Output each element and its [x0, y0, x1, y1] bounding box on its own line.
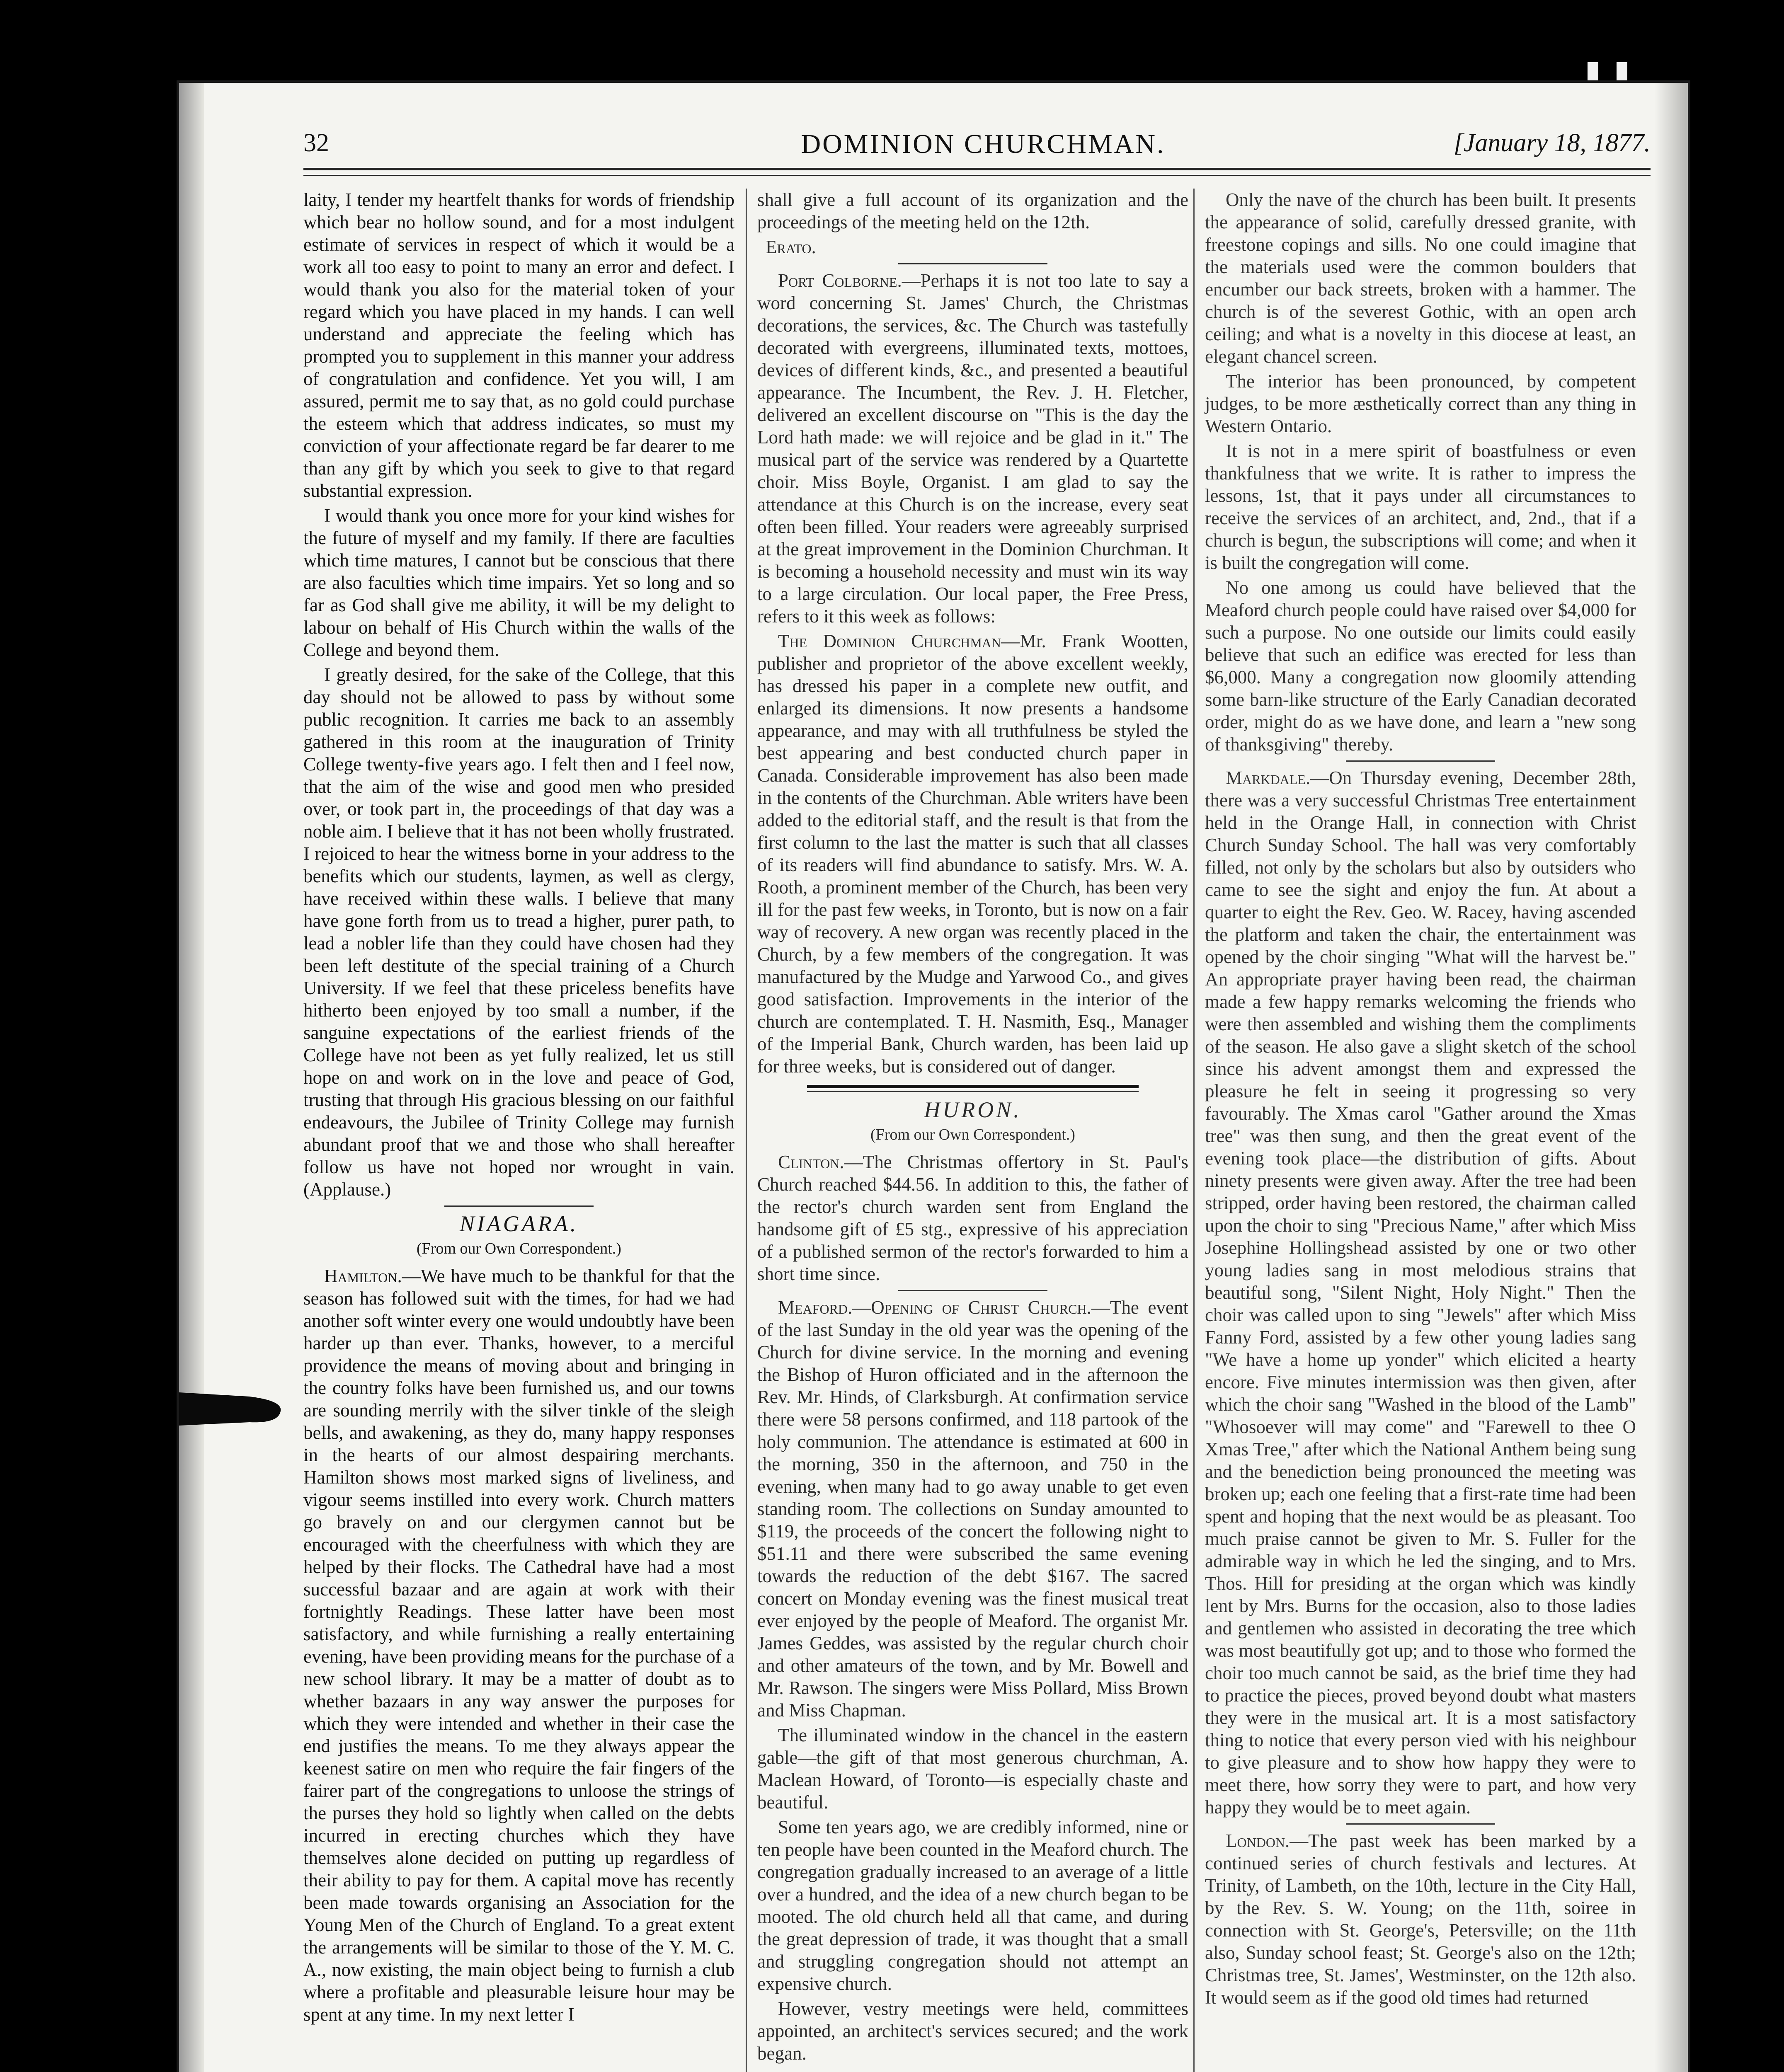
- article-paragraph: [757, 269, 1188, 627]
- article-text: —The past week has been marked by a continued series of church festivals and lectures. At Trinity, of Lambeth, on the 10th, lecture in the City Hall, by the Rev. S. W. Young; on the 11th, soiree in connection with St. George's, Petersville; on the 11th also, Sunday school feast; St. George's also on the 12th; Christmas tree, St. James', Westminster, on the 12th also. It would seem as if the good old times had returned: [1205, 1830, 1636, 2008]
- article-paragraph: laity, I tender my heartfelt thanks for words of friendship which bear no hollow sound, and for a most indulgent estimate of services in respect of which it would be a work all too easy to point to many an error and defect. I would thank you also for the material token of your regard which you have placed in my hands. I can well understand and appreciate the feeling which has prompted you to supplement in this manner your address of congratulation and confidence. Yet you will, I am assured, permit me to say that, as no gold could purchase the esteem which that address indicates, so must my conviction of your affectionate regard be far dearer to me than any gift by which you seek to give to that regard substantial expression.: [303, 189, 734, 501]
- section-divider: [1346, 760, 1495, 762]
- article-text: —The Christmas offertory in St. Paul's Church reached $44.56. In addition to this, the father of the rector's church warden sent from England the handsome gift of £5 stg., expressive of his appreciation of a published sermon of the rector's forwarded to him a short time since.: [757, 1152, 1188, 1284]
- pointer-shadow-icon: [179, 1384, 291, 1434]
- article-paragraph: [303, 1265, 734, 2026]
- article-paragraph: However, vestry meetings were held, committees appointed, an architect's services secured; and the work began.: [757, 1998, 1188, 2064]
- quoted-heading: The Dominion Churchman: [778, 631, 1001, 651]
- column-3: [1205, 189, 1636, 2011]
- section-divider: [444, 1205, 594, 1207]
- section-divider: [898, 263, 1047, 264]
- article-paragraph: [1205, 1830, 1636, 2009]
- dateline: Meaford.—Opening of Christ Church.: [778, 1297, 1091, 1318]
- column-divider: [746, 189, 747, 2072]
- correspondent-signature: Erato.: [766, 237, 816, 257]
- article-text: —Mr. Frank Wootten, publisher and proprietor of the above excellent weekly, has dressed his paper in a complete new outfit, and enlarged its dimensions. It now presents a handsome appearance, and may with all truthfulness be styled the best appearing and best conducted church paper in Canada. Considerable improvement has also been made in the contents of the Churchman. Able writers have been added to the editorial staff, and the result is that from the first column to the last the matter is such that all classes of its readers will find abundance to satisfy. Mrs. W. A. Rooth, a prominent member of the Church, has been very ill for the past few weeks, in Toronto, but is now on a fair way of recovery. A new organ was recently placed in the Church, by a few members of the congregation. It was manufactured by the Mudge and Yarwood Co., and gives good satisfaction. Improvements in the interior of the church are contemplated. T. H. Nasmith, Esq., Manager of the Imperial Bank, Church warden, has been laid up for three weeks, but is considered out of danger.: [757, 631, 1188, 1077]
- section-divider: [1346, 1823, 1495, 1825]
- section-byline: (From our Own Correspondent.): [417, 1240, 621, 1257]
- masthead-title: DOMINION CHURCHMAN.: [801, 129, 1166, 159]
- issue-date: [January 18, 1877.: [1453, 129, 1651, 157]
- dateline: London.: [1226, 1830, 1290, 1851]
- article-paragraph: The interior has been pronounced, by competent judges, to be more æsthetically correct than any thing in Western Ontario.: [1205, 371, 1636, 436]
- section-heading-huron: HURON.: [924, 1097, 1022, 1122]
- section-divider: [898, 1290, 1047, 1291]
- article-paragraph: [757, 1151, 1188, 1285]
- article-paragraph: [757, 630, 1188, 1077]
- column-1: [303, 189, 734, 2028]
- column-divider: [1193, 189, 1195, 2072]
- article-paragraph: Only the nave of the church has been built. It presents the appearance of solid, carefully dressed granite, with freestone copings and sills. No one could imagine that the materials used were the common boulders that encumber our back streets, broken with a hammer. The church is of the severest Gothic, with an open arch ceiling; and what is a novelty in this diocese at least, an elegant chancel screen.: [1205, 189, 1636, 367]
- article-text: —We have much to be thankful for that the season has followed suit with the times, for had we had another soft winter every one would undoubtly have been harder up than ever. Thanks, however, to a merciful providence the means of moving about and bringing in the country folks have been furnished us, and our towns are sounding merrily with the silver tinkle of the sleigh bells, and awakening, as they do, many happy responses in the hearts of our almost despairing merchants. Hamilton shows most marked signs of liveliness, and vigour seems instilled into every work. Church matters go bravely on and our clergymen cannot but be encouraged with the cheerfulness with which they are helped by their flocks. The Cathedral have had a most successful bazaar and are again at work with their fortnightly Readings. These latter have been most satisfactory, and while furnishing a really entertaining evening, have been providing means for the purchase of a new school library. It may be a matter of doubt as to whether bazaars in any way answer the purposes for which they were intended and whether in their case the end justifies the means. To me they always appear the keenest satire on men who require the fair fingers of the fairer part of the congregations to unloose the strings of the purses they hold so lightly when called on the debts incurred in erecting churches which they have themselves alone decided on putting up regardless of their ability to pay for them. A capital move has recently been made towards organising an Association for the Young Men of the Church of England. To a great extent the arrangements will be similar to those of the Y. M. C. A., now existing, the main object being to furnish a club where a profitable and pleasurable leisure hour may be spent at any time. In my next letter I: [303, 1266, 734, 2025]
- article-paragraph: shall give a full account of its organization and the proceedings of the meeting held on the 12th.: [757, 189, 1188, 232]
- article-paragraph: I greatly desired, for the sake of the College, that this day should not be allowed to pass by without some public recognition. It carries me back to an assembly gathered in this room at the inauguration of Trinity College twenty-five years ago. I felt then and I feel now, that the aim of the wise and good men who presided over, or took part in, the proceedings of that day was a noble aim. I believe that it has not been wholly frustrated. I rejoiced to hear the witness borne in your address to the benefits which our students, laymen, as well as clergy, have received within these walls. I believe that many have gone forth from us to tread a higher, purer path, to lead a nobler life than they could have chosen had they been left destitute of the special training of a Church University. If we feel that these priceless benefits have hitherto been enjoyed by too small a number, if the sanguine expectations of the earliest friends of the College have not been as yet fully realized, let us still hope on and work on in the love and peace of God, trusting that through His gracious blessing on our faithful endeavours, the Jubilee of Trinity College may furnish abundant proof that we and those who shall hereafter follow us have not hoped nor wrought in vain. (Applause.): [303, 664, 734, 1200]
- article-text: —The event of the last Sunday in the old year was the opening of the Church for divine service. In the morning and evening the Bishop of Huron officiated and in the afternoon the Rev. Mr. Hinds, of Clarksburgh. At confirmation service there were 58 persons confirmed, and 118 partook of the holy communion. The attendance is estimated at 600 in the morning, 350 in the afternoon, and 750 in the evening, when many had to go away unable to get even standing room. The collections on Sunday amounted to $119, the proceeds of the concert the following night to $51.11 and there were subscribed the same evening towards the reduction of the debt $167. The sacred concert on Monday evening was the finest musical treat ever enjoyed by the people of Meaford. The organist Mr. James Geddes, was assisted by the regular church choir and other amateurs of the town, and by Mr. Bowell and Mr. Rawson. The singers were Miss Pollard, Miss Brown and Miss Chapman.: [757, 1297, 1188, 1721]
- section-byline: (From our Own Correspondent.): [870, 1126, 1075, 1143]
- running-header: [303, 128, 1663, 166]
- dateline: Port Colborne.: [778, 270, 902, 291]
- article-paragraph: The illuminated window in the chancel in the eastern gable—the gift of that most generous churchman, A. Maclean Howard, of Toronto—is especially chaste and beautiful.: [757, 1725, 1188, 1813]
- dateline: Markdale.: [1226, 767, 1311, 788]
- article-paragraph: It is not in a mere spirit of boastfulness or even thankfulness that we write. It is rather to impress the lessons, 1st, that it pays under all circumstances to receive the services of an architect, and, 2nd., that if a church is begun, the subscriptions will come; and when it is built the congregation will come.: [1205, 441, 1636, 573]
- page-binding-edge: [179, 83, 204, 2072]
- column-2: [757, 189, 1188, 2067]
- dateline: Hamilton.: [324, 1266, 402, 1286]
- article-text: —Perhaps it is not too late to say a word concerning St. James' Church, the Christmas decorations, the services, &c. The Church was tastefully decorated with evergreens, illuminated texts, mottoes, devices of different kinds, &c., and presented a beautiful appearance. The Incumbent, the Rev. J. H. Fletcher, delivered an excellent discourse on "This is the day the Lord hath made: we will rejoice and be glad in it." The musical part of the service was rendered by a Quartette choir. Miss Boyle, Organist. I am glad to say the attendance at this Church is on the increase, every seat often been filled. Your readers were agreeably surprised at the great improvement in the Dominion Churchman. It is becoming a household necessity and must win its way to a large circulation. Our local paper, the Free Press, refers to it this week as follows:: [757, 270, 1188, 627]
- article-paragraph: Some ten years ago, we are credibly informed, nine or ten people have been counted in the Meaford church. The congregation gradually increased to an average of a little over a hundred, and the idea of a new church began to be mooted. The old church held all that came, and during the great depression of trade, it was thought that a small and struggling congregation should not attempt an expensive church.: [757, 1817, 1188, 1994]
- page-number: 32: [303, 129, 329, 157]
- section-rule-thick: [807, 1085, 1139, 1088]
- header-rule-thin: [303, 175, 1651, 176]
- article-paragraph: [1205, 767, 1636, 1818]
- dateline: Clinton.: [778, 1152, 844, 1172]
- article-paragraph: [757, 1296, 1188, 1721]
- article-paragraph: No one among us could have believed that the Meaford church people could have raised over $4,000 for such a purpose. No one outside our limits could easily believe that such an edifice was erected for less than $6,000. Many a congregation now gloomily attending some barn-like structure of the Early Canadian decorated order, might do as we have done, and learn a "new song of thanksgiving" thereby.: [1205, 577, 1636, 755]
- article-text: —On Thursday evening, December 28th, there was a very successful Christmas Tree entertainment held in the Orange Hall, in connection with Christ Church Sunday School. The hall was very comfortably filled, not only by the scholars but also by outsiders who came to see the sight and enjoy the fun. At about a quarter to eight the Rev. Geo. W. Racey, having ascended the platform and taken the chair, the entertainment was opened by the choir singing "What will the harvest be." An appropriate prayer having been read, the chairman made a few happy remarks welcoming the friends who were then assembled and wishing them the compliments of the season. He also gave a slight sketch of the school since his advent amongst them and expressed the pleasure he felt in seeing it progressing so very favourably. The Xmas carol "Gather around the Xmas tree" was then sung, and then the great event of the evening took place—the distribution of gifts. About ninety presents were given away. After the tree had been stripped, order having been restored, the chairman called upon the choir to sing "Precious Name," after which Miss Josephine Hollingshead assisted by one or two other young ladies sang in most melodious strains that beautiful song, "Silent Night, Holy Night." Then the choir was called upon to sing "Jewels" after which Miss Fanny Ford, assisted by a few other young ladies sang "We have a home up yonder" which elicited a hearty encore. Five minutes intermission was then given, after which the choir sang "Washed in the blood of the Lamb" "Whosoever will may come" and "Farewell to thee O Xmas Tree," after which the National Anthem being sung and the benediction being pronounced the meeting was broken up; each one feeling that a first-rate time had been spent and hoping that the next would be as pleasant. Too much praise cannot be given to Mr. S. Fuller for the admirable way in which he led the singing, and to Mrs. Thos. Hill for presiding at the organ which was kindly lent by Mrs. Burns for the occasion, also to those ladies and gentlemen who assisted in decorating the tree which was most beautifully got up; and to those who formed the choir too much cannot be said, as the brief time they had to practice the pieces, proved beyond doubt what masters they were in the musical art. It is a most satisfactory thing to notice that every person vied with his neighbour to give pleasure and to show how happy they were to meet there, how sorry they were to part, and how very happy they would be to meet again.: [1205, 767, 1636, 1818]
- article-paragraph: I would thank you once more for your kind wishes for the future of myself and my family. If there are faculties which time matures, I cannot but be conscious that there are also faculties which time impairs. Yet so long and so far as God shall give me ability, it will be my delight to labour on behalf of His Church within the walls of the College and beyond them.: [303, 505, 734, 660]
- newspaper-page: [179, 83, 1688, 2072]
- section-rule-thin: [807, 1091, 1139, 1092]
- section-heading-niagara: NIAGARA.: [459, 1211, 579, 1236]
- header-rule: [303, 168, 1651, 170]
